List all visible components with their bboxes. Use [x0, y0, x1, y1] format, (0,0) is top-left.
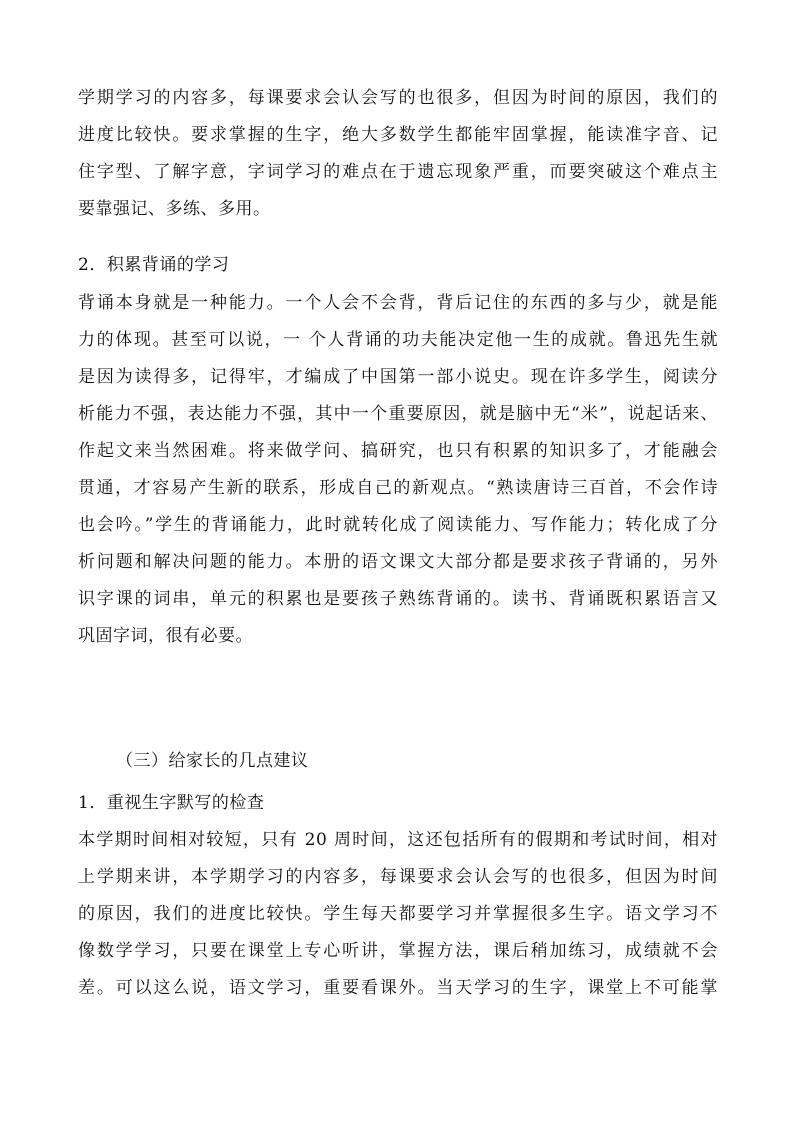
text-line: 差。可以这么说，语文学习，重要看课外。当天学习的生字，课堂上不可能掌 [78, 978, 718, 998]
text-line: 贯通，才容易产生新的联系，形成自己的新观点。“熟读唐诗三百首，不会作诗 [78, 478, 718, 498]
text-line: 像数学学习，只要在课堂上专心听讲，掌握方法，课后稍加练习，成绩就不会 [78, 941, 718, 961]
text-line: 住字型、了解字意，字词学习的难点在于遗忘现象严重，而要突破这个难点主 [78, 162, 718, 182]
text-line: 要靠强记、多练、多用。 [78, 199, 271, 219]
subheading-recitation [78, 247, 718, 284]
section-heading-parent-advice [78, 743, 718, 780]
paragraph-dictation [78, 822, 718, 1007]
text-line: 巩固字词，很有必要。 [78, 626, 253, 646]
text-line: 上学期来讲，本学期学习的内容多，每课要求会认会写的也很多，但因为时间 [78, 867, 718, 887]
text-line: 进度比较快。要求掌握的生字，绝大多数学生都能牢固掌握，能读准字音、记 [78, 125, 718, 145]
text-line: 学期学习的内容多，每课要求会认会写的也很多，但因为时间的原因，我们的 [78, 88, 718, 108]
text-line: 本学期时间相对较短，只有 20 周时间，这还包括所有的假期和考试时间，相对 [78, 830, 718, 850]
text-line: 也会吟。”学生的背诵能力，此时就转化成了阅读能力、写作能力；转化成了分 [78, 515, 718, 535]
text-line: 析问题和解决问题的能力。本册的语文课文大部分都是要求孩子背诵的，另外 [78, 552, 718, 572]
subheading-text: 1．重视生字默写的检查 [78, 793, 265, 813]
section-heading-text: （三）给家长的几点建议 [116, 751, 309, 771]
text-line: 的原因，我们的进度比较快。学生每天都要学习并掌握很多生字。语文学习不 [78, 904, 718, 924]
text-line: 背诵本身就是一种能力。一个人会不会背，背后记住的东西的多与少，就是能 [78, 293, 718, 313]
text-line: 力的体现。甚至可以说，一 个人背诵的功夫能决定他一生的成就。鲁迅先生就 [78, 330, 718, 350]
text-line: 作起文来当然困难。将来做学问、搞研究，也只有积累的知识多了，才能融会 [78, 441, 718, 461]
subheading-text: 2．积累背诵的学习 [78, 255, 230, 275]
text-line: 是因为读得多，记得牢，才编成了中国第一部小说史。现在许多学生，阅读分 [78, 367, 718, 387]
paragraph-continuation [78, 80, 718, 228]
text-line: 析能力不强，表达能力不强，其中一个重要原因，就是脑中无“米”，说起话来、 [78, 404, 718, 424]
text-line: 识字课的词串，单元的积累也是要孩子熟练背诵的。读书、背诵既积累语言又 [78, 589, 718, 609]
paragraph-recitation [78, 285, 718, 655]
subheading-dictation [78, 785, 718, 822]
